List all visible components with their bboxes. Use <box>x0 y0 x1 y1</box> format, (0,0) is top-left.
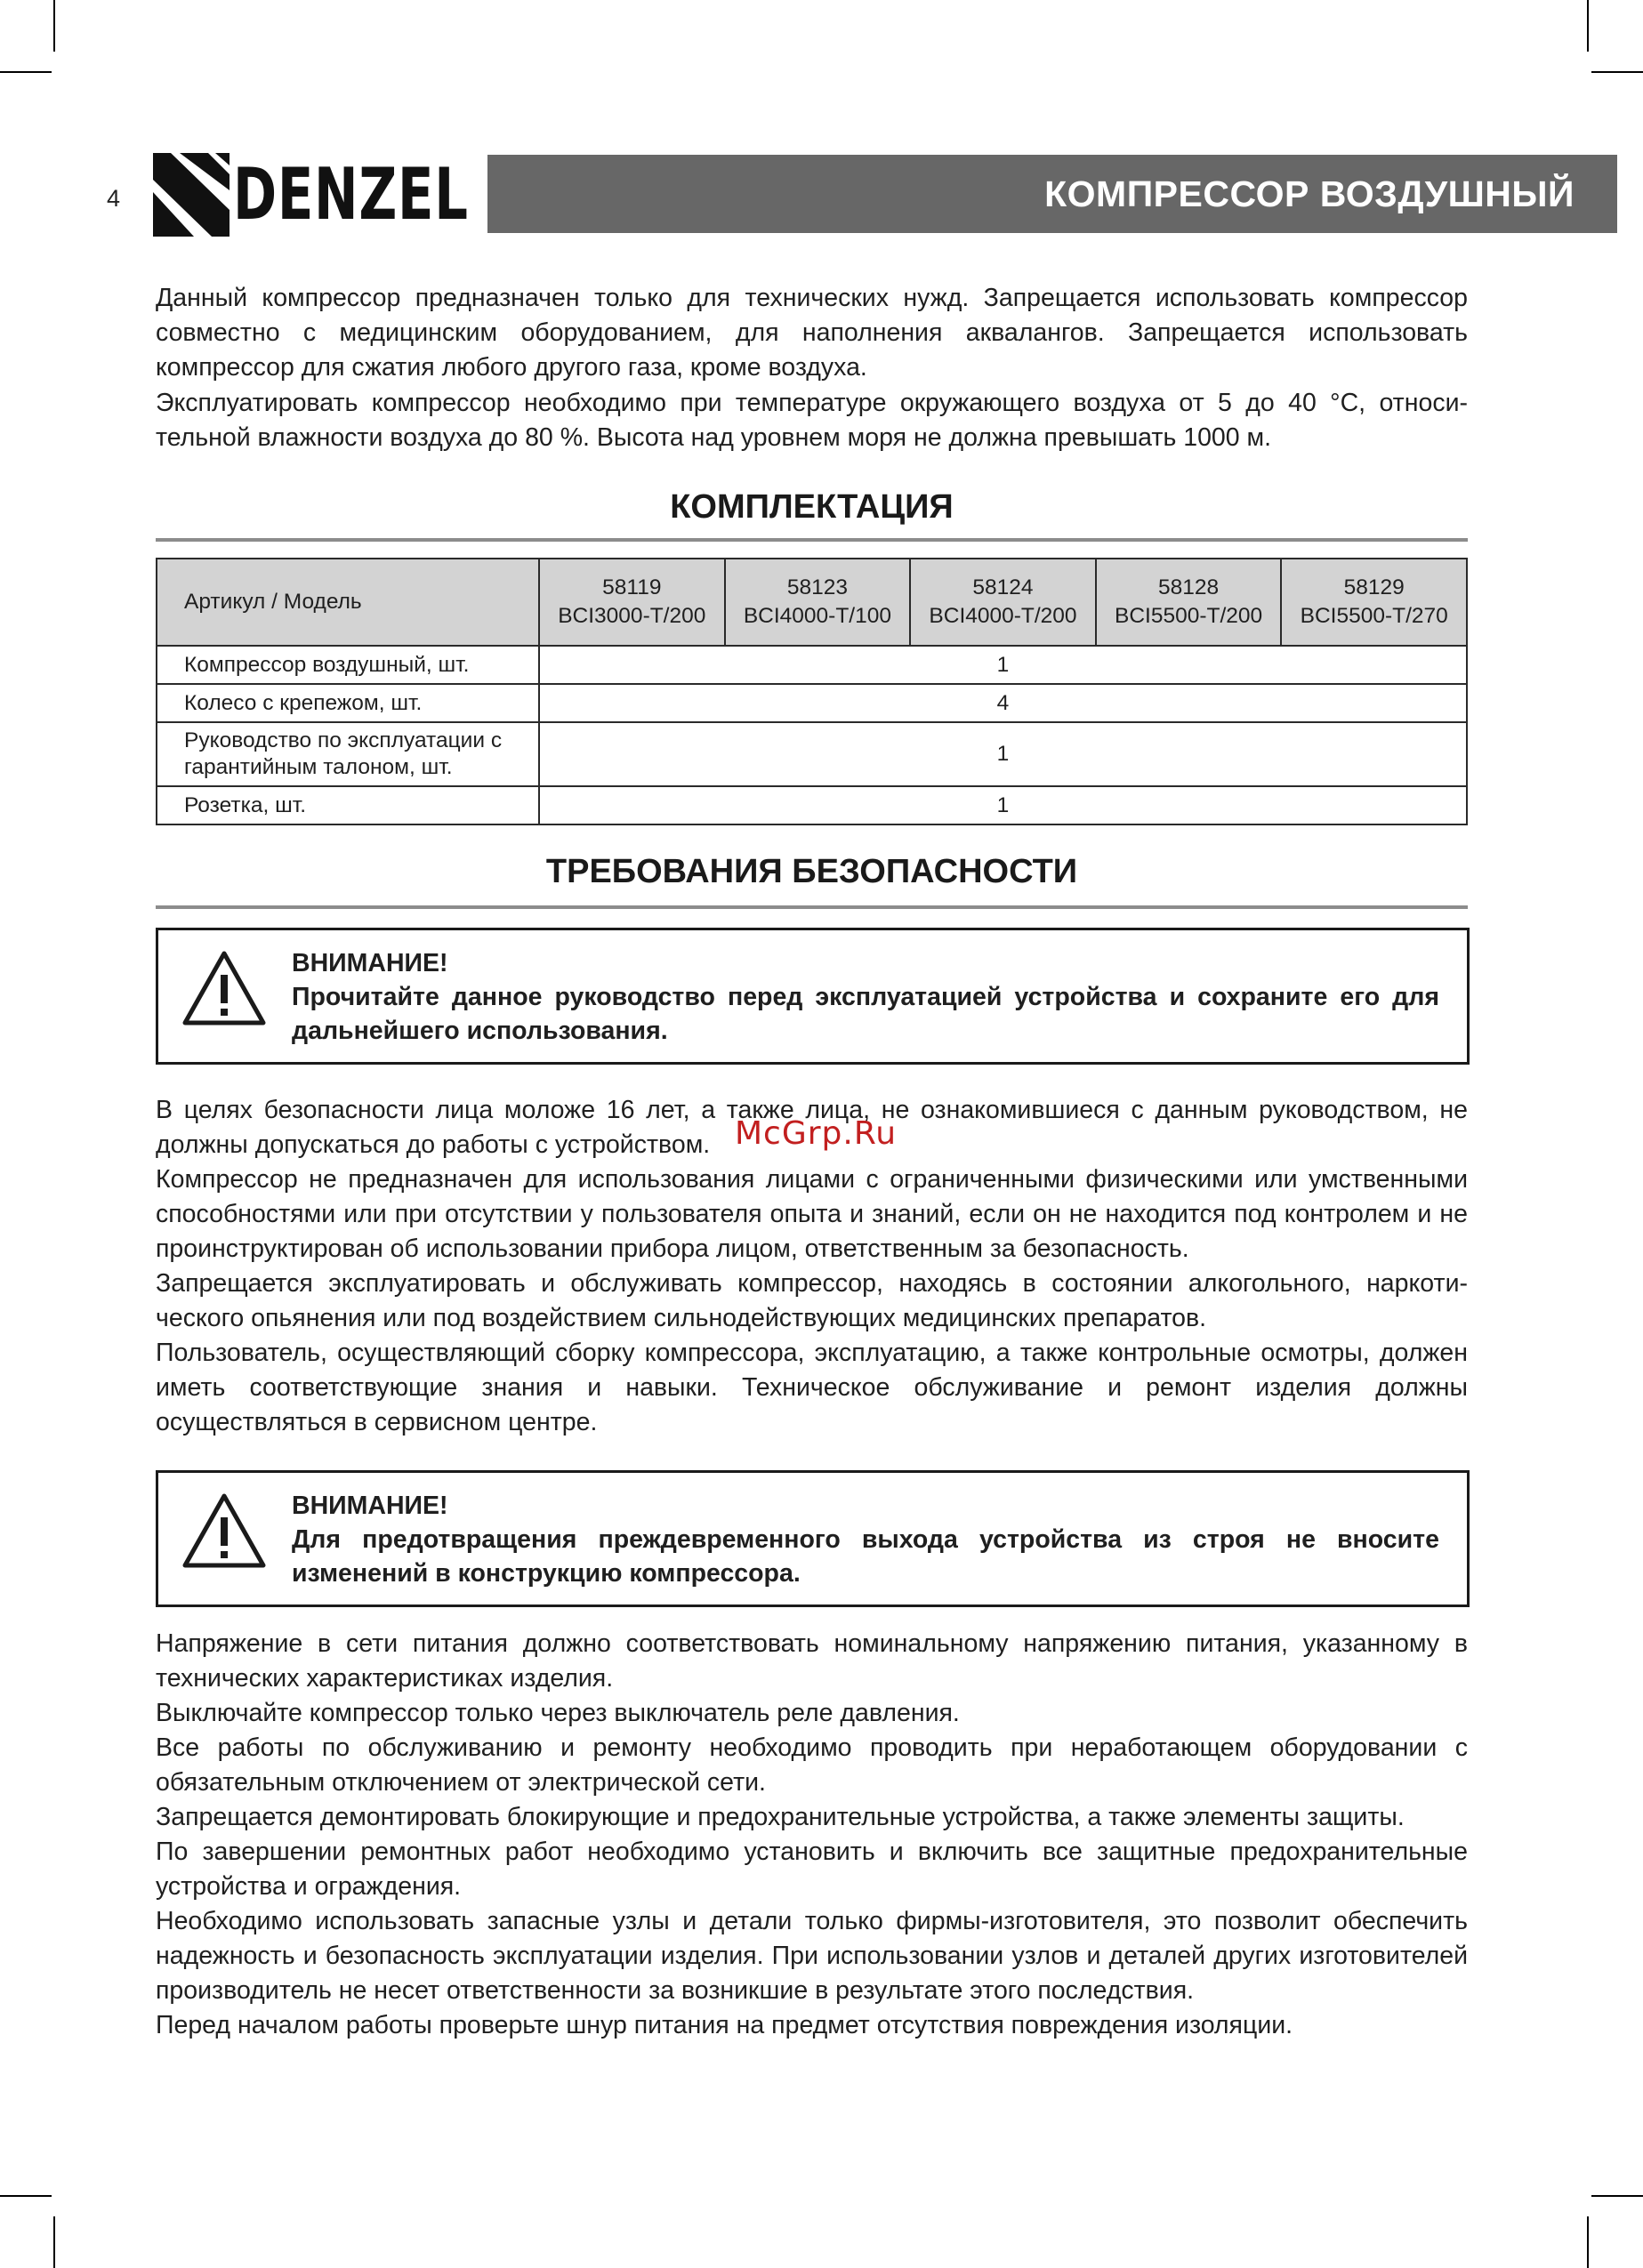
table-cell-label: Колесо с крепежом, шт. <box>157 684 539 722</box>
section-title-kit: КОМПЛЕКТАЦИЯ <box>670 488 954 526</box>
table-header-cell: Артикул / Модель <box>157 559 539 646</box>
safety-paragraph: По завершении ремонтных работ необходимо установить и включить все защитные предохранительные устройства и ограждения. <box>156 1838 1468 1901</box>
table-header-cell <box>910 559 1096 646</box>
warning-heading: ВНИМАНИЕ! <box>292 1492 448 1520</box>
table-cell-value: 1 <box>539 646 1467 684</box>
model-name: BCI5500-T/200 <box>1115 604 1263 628</box>
crop-mark <box>0 2195 52 2197</box>
safety-paragraph: Запрещается эксплуатировать и обслуживать компрессор, находясь в состоянии алкогольного, наркотического опьянения или под воздействием сильнодействующих медицинских препаратов. <box>156 1269 1468 1332</box>
table-header-cell <box>1096 559 1282 646</box>
warning-text <box>292 1489 1439 1590</box>
article-number: 58128 <box>1158 575 1220 599</box>
warning-box <box>156 928 1470 1065</box>
table-cell-value: 4 <box>539 684 1467 722</box>
section-divider <box>156 538 1468 542</box>
crop-mark <box>0 71 52 73</box>
table-row <box>157 722 1467 786</box>
brand-logo <box>153 151 469 238</box>
table-cell-label: Компрессор воздушный, шт. <box>157 646 539 684</box>
table-header-row <box>157 559 1467 646</box>
table-header-cell <box>1281 559 1467 646</box>
table-cell-label: Руководство по эксплуатации с гарантийным талоном, шт. <box>157 722 539 786</box>
model-name: BCI4000-T/200 <box>929 604 1077 628</box>
safety-paragraph: Все работы по обслуживанию и ремонту необходимо проводить при неработающем оборудовании с обязательным отключением от электрической сети. <box>156 1733 1468 1797</box>
article-number: 58129 <box>1343 575 1405 599</box>
table-cell-label: Розетка, шт. <box>157 786 539 824</box>
watermark: McGrp.Ru <box>735 1115 898 1152</box>
crop-mark <box>1591 2195 1643 2197</box>
warning-text <box>292 946 1439 1048</box>
kit-table <box>156 558 1468 825</box>
warning-triangle-icon <box>181 1492 267 1569</box>
safety-paragraph: Пользователь, осуществляющий сборку компрессора, эксплуатацию, а также контрольные осмотры, должен иметь соответствующие знания и навыки. Техническое обслуживание и ремонт изделия должны осуществляться в сервисном центре. <box>156 1339 1468 1436</box>
warning-box <box>156 1470 1470 1607</box>
model-name: BCI3000-T/200 <box>558 604 706 628</box>
crop-mark <box>1587 2216 1589 2268</box>
safety-paragraph: Необходимо использовать запасные узлы и детали только фирмы-изготовителя, это позволит обеспечить надежность и безопасность эксплуатации изделия. При использовании узлов и деталей других изготовителей производитель не несет ответственности за возникшие в результате этого последствия. <box>156 1907 1468 2005</box>
intro-paragraph: Данный компрессор предназначен только для технических нужд. Запрещается использовать компрессор совместно с медицинским оборудованием, для наполнения аквалангов. Запрещается использовать компрессор для сжатия любого другого газа, кроме воздуха. <box>156 284 1468 382</box>
warning-triangle-icon <box>181 950 267 1026</box>
crop-mark <box>53 2216 55 2268</box>
model-name: BCI5500-T/270 <box>1300 604 1448 628</box>
table-row <box>157 684 1467 722</box>
safety-paragraph: Выключайте компрессор только через выключатель реле давления. <box>156 1699 960 1727</box>
table-row <box>157 646 1467 684</box>
header-bar <box>487 155 1617 233</box>
crop-mark <box>1587 0 1589 52</box>
table-row <box>157 786 1467 824</box>
table-header-cell <box>539 559 725 646</box>
intro-paragraph: Эксплуатировать компрессор необходимо при температуре окружающего воздуха от 5 до 40 °С, относительной влажности воздуха до 80 %. Высота над уровнем моря не должна превышать 1000 м. <box>156 389 1468 452</box>
safety-paragraph: Перед началом работы проверьте шнур питания на предмет отсутствия повреждения изоляции. <box>156 2011 1293 2039</box>
warning-heading: ВНИМАНИЕ! <box>292 949 448 977</box>
warning-message: Для предотвращения преждевременного выхода устройства из строя не вносите изменений в конструкцию компрессора. <box>292 1525 1439 1588</box>
safety-paragraph: В целях безопасности лица моложе 16 лет, а также лица, не ознакомившиеся с данным руководством, не должны допускаться до работы с устройством. <box>156 1096 1468 1159</box>
table-header-cell <box>725 559 911 646</box>
header-title: КОМПРЕССОР ВОЗДУШНЫЙ <box>1044 173 1575 214</box>
table-cell-value: 1 <box>539 722 1467 786</box>
article-number: 58124 <box>972 575 1034 599</box>
model-name: BCI4000-T/100 <box>743 604 891 628</box>
safety-paragraph: Запрещается демонтировать блокирующие и предохранительные устройства, а также элементы защиты. <box>156 1803 1405 1831</box>
warning-message: Прочитайте данное руководство перед эксплуатацией устройства и сохраните его для дальнейшего использования. <box>292 983 1439 1045</box>
crop-mark <box>53 0 55 52</box>
safety-paragraph: Напряжение в сети питания должно соответствовать номинальному напряжению питания, указанному в технических характеристиках изделия. <box>156 1629 1468 1693</box>
safety-paragraph: Компрессор не предназначен для использования лицами с ограниченными физическими или умственными способностями или при отсутствии у пользователя опыта и знаний, если он не находится под контролем и не проинструктирован об использовании прибора лицом, ответственным за безопасность. <box>156 1165 1468 1263</box>
page-number: 4 <box>107 185 121 212</box>
crop-mark <box>1591 71 1643 73</box>
section-divider <box>156 905 1468 909</box>
table-cell-value: 1 <box>539 786 1467 824</box>
brand-name: DENZEL <box>233 153 469 236</box>
denzel-emblem-icon <box>153 151 230 238</box>
article-number: 58123 <box>786 575 848 599</box>
section-title-safety: ТРЕБОВАНИЯ БЕЗОПАСНОСТИ <box>545 853 1078 890</box>
article-number: 58119 <box>602 575 662 599</box>
